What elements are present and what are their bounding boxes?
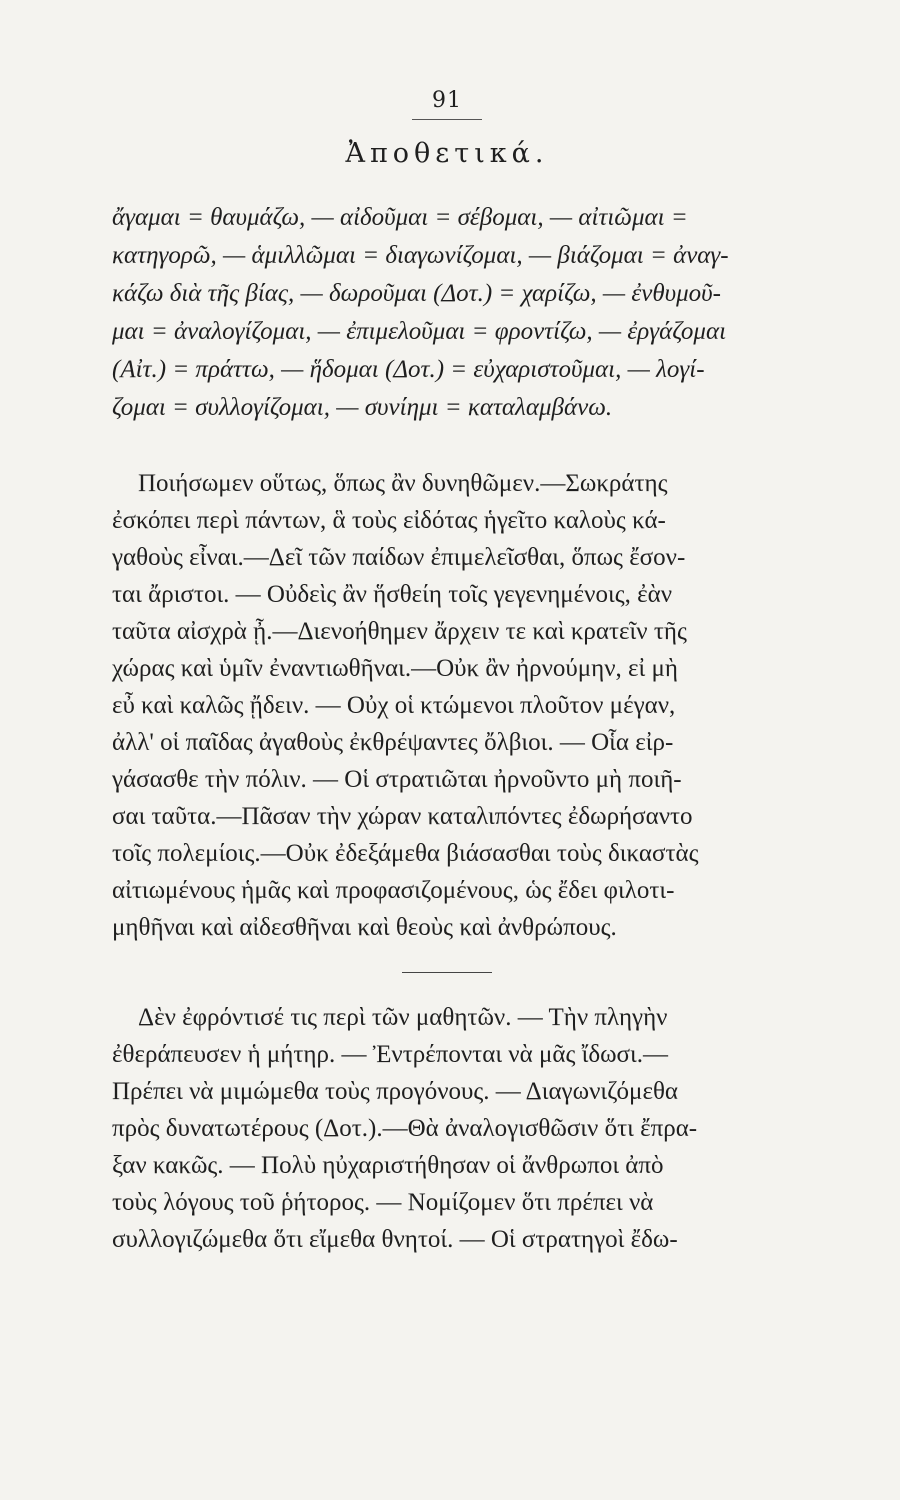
vocabulary-block (112, 199, 782, 427)
exercise-line: χώρας καὶ ὑμῖν ἐναντιωθῆναι.—Οὐκ ἂν ἠρνούμην, εἰ μὴ (112, 655, 678, 682)
exercise-paragraph-two (112, 999, 782, 1258)
exercise-line: γαθοὺς εἶναι.—Δεῖ τῶν παίδων ἐπιμελεῖσθαι, ὅπως ἔσον- (112, 544, 686, 571)
section-title: Ἀποθετικά. (345, 138, 549, 169)
exercise-line: σαι ταῦτα.—Πᾶσαν τὴν χώραν καταλιπόντες ἐδωρήσαντο (112, 803, 693, 830)
vocabulary-line: μαι = ἀναλογίζομαι, — ἐπιμελοῦμαι = φροντίζω, — ἐργάζομαι (112, 318, 727, 345)
vocabulary-line: ζομαι = συλλογίζομαι, — συνίημι = καταλαμβάνω. (112, 394, 613, 421)
section-separator (402, 972, 492, 973)
exercise-line: εὖ καὶ καλῶς ᾔδειν. — Οὐχ οἱ κτώμενοι πλοῦτον μέγαν, (112, 692, 676, 719)
exercise-line: Δὲν ἐφρόντισέ τις περὶ τῶν μαθητῶν. — Τὴν πληγὴν (138, 1004, 668, 1031)
exercise-paragraph-one (112, 465, 782, 946)
exercise-line: γάσασθε τὴν πόλιν. — Οἱ στρατιῶται ἠρνοῦντο μὴ ποιῆ- (112, 766, 682, 793)
exercise-line: τοὺς λόγους τοῦ ῥήτορος. — Νομίζομεν ὅτι πρέπει νὰ (112, 1189, 654, 1216)
vocabulary-line: (Αἰτ.) = πράττω, — ἥδομαι (Δοτ.) = εὐχαριστοῦμαι, — λογί- (112, 356, 705, 383)
page-number-rule (412, 119, 482, 120)
vocabulary-line: ἄγαμαι = θαυμάζω, — αἰδοῦμαι = σέβομαι, — αἰτιῶμαι = (112, 204, 688, 231)
vocabulary-line: κάζω διὰ τῆς βίας, — δωροῦμαι (Δοτ.) = χαρίζω, — ἐνθυμοῦ- (112, 280, 721, 307)
exercise-line: αἰτιωμένους ἡμᾶς καὶ προφασιζομένους, ὡς ἔδει φιλοτι- (112, 877, 675, 904)
exercise-line: ταῦτα αἰσχρὰ ᾖ.—Διενοήθημεν ἄρχειν τε καὶ κρατεῖν τῆς (112, 618, 687, 645)
exercise-line: Πρέπει νὰ μιμώμεθα τοὺς προγόνους. — Διαγωνιζόμεθα (112, 1078, 679, 1105)
exercise-line: συλλογιζώμεθα ὅτι εἴμεθα θνητοί. — Οἱ στρατηγοὶ ἔδω- (112, 1226, 678, 1253)
exercise-line: ται ἄριστοι. — Οὐδεὶς ἂν ἥσθείη τοῖς γεγενημένοις, ἐὰν (112, 581, 672, 608)
exercise-line: ἐθεράπευσεν ἡ μήτηρ. — Ἐντρέπονται νὰ μᾶς ἴδωσι.— (112, 1041, 669, 1068)
exercise-line: πρὸς δυνατωτέρους (Δοτ.).—Θὰ ἀναλογισθῶσιν ὅτι ἔπρα- (112, 1115, 698, 1142)
page-number: 91 (432, 88, 462, 113)
exercise-line: ἐσκόπει περὶ πάντων, ἃ τοὺς εἰδότας ἡγεῖτο καλοὺς κά- (112, 507, 666, 534)
exercise-line: ξαν κακῶς. — Πολὺ ηὐχαριστήθησαν οἱ ἄνθρωποι ἀπὸ (112, 1152, 664, 1179)
vocabulary-line: κατηγορῶ, — ἁμιλλῶμαι = διαγωνίζομαι, — βιάζομαι = ἀναγ- (112, 242, 729, 269)
exercise-line: ἀλλ' οἱ παῖδας ἀγαθοὺς ἐκθρέψαντες ὄλβιοι. — Οἷα εἰρ- (112, 729, 674, 756)
exercise-line: τοῖς πολεμίοις.—Οὐκ ἐδεξάμεθα βιάσασθαι τοὺς δικαστὰς (112, 840, 699, 867)
exercise-line: μηθῆναι καὶ αἰδεσθῆναι καὶ θεοὺς καὶ ἀνθρώπους. (112, 914, 617, 941)
exercise-line: Ποιήσωμεν οὕτως, ὅπως ἂν δυνηθῶμεν.—Σωκράτης (138, 470, 668, 497)
